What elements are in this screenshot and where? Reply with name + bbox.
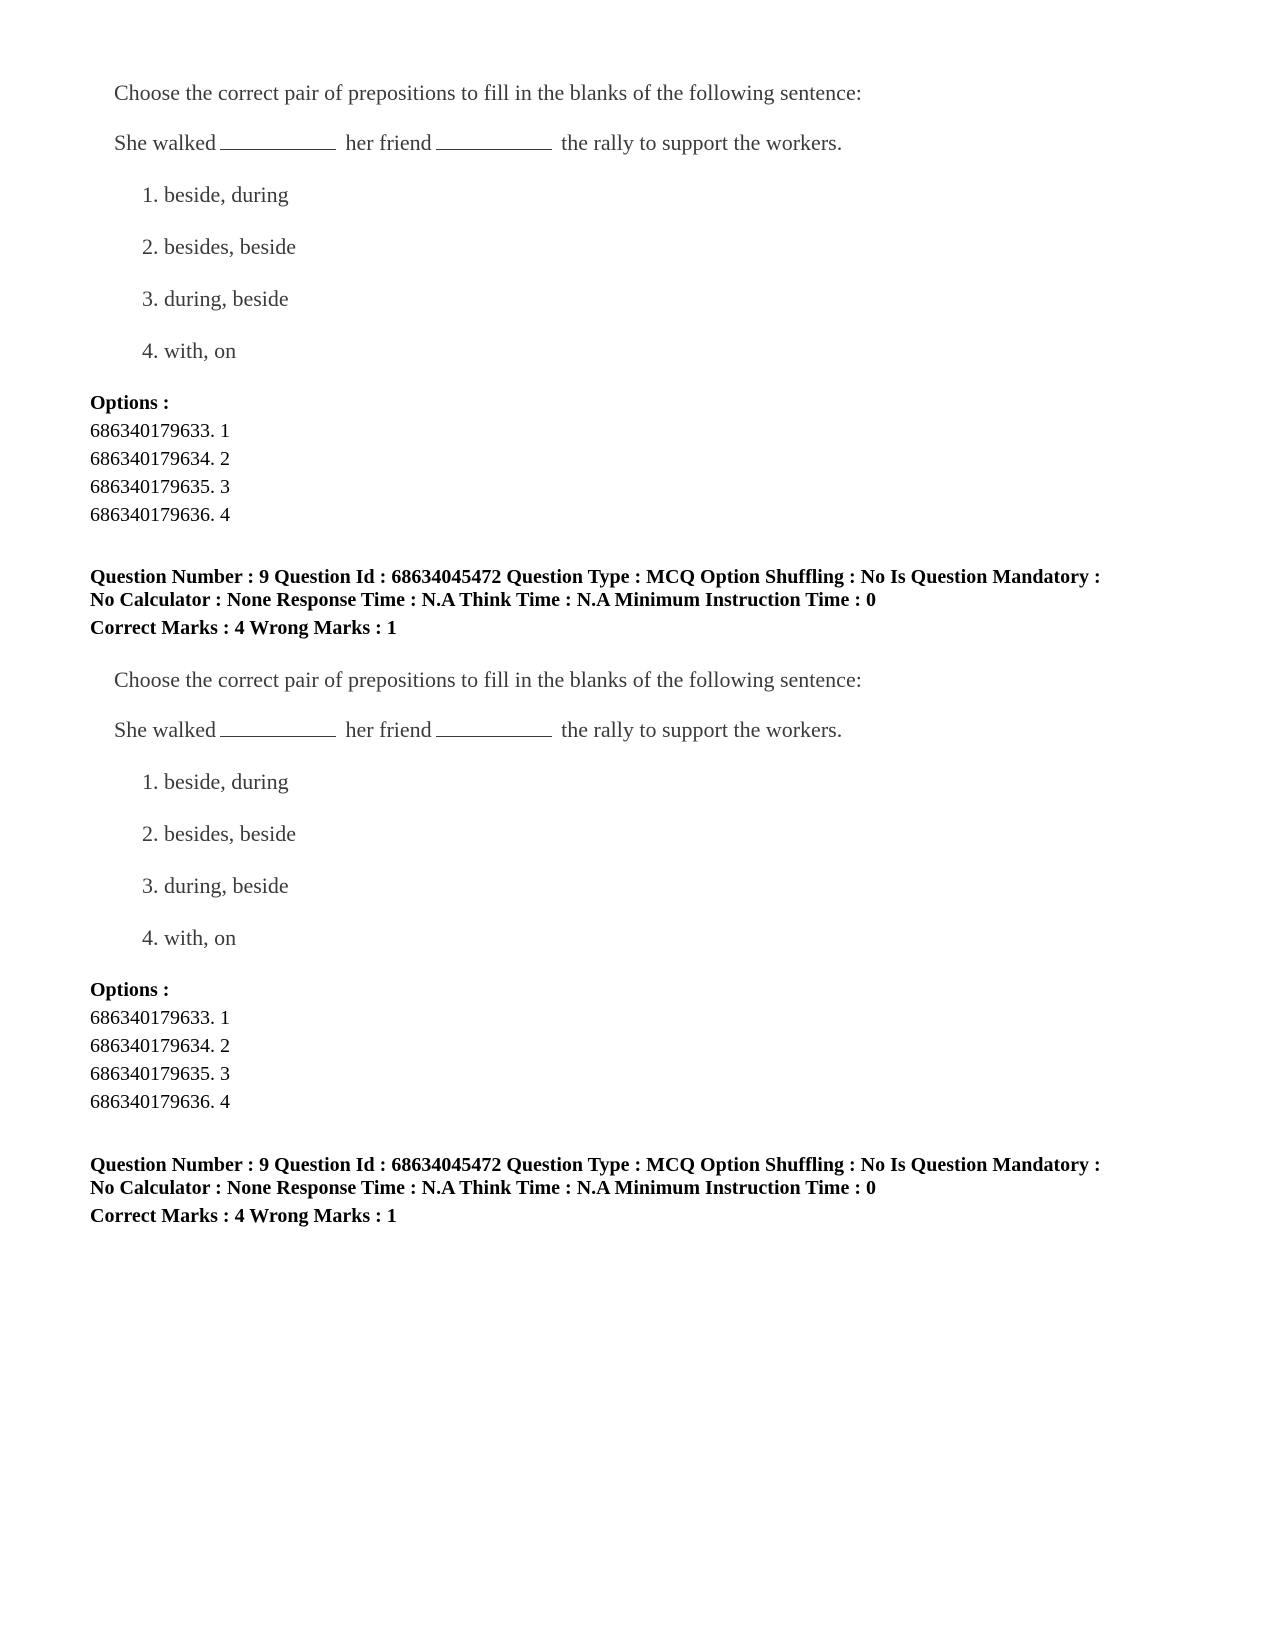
- choice-item: 2. besides, beside: [142, 234, 296, 259]
- option-item: 686340179633. 1: [90, 1007, 230, 1029]
- sentence-part-2: her friend: [345, 717, 432, 742]
- sentence-part-3: the rally to support the workers.: [561, 130, 843, 155]
- option-item: 686340179635. 3: [90, 1063, 230, 1085]
- options-label: Options :: [90, 979, 170, 1001]
- blank-1: [220, 131, 336, 150]
- option-item: 686340179636. 4: [90, 504, 230, 526]
- question-sentence: [114, 717, 842, 743]
- meta-line-1: Question Number : 9 Question Id : 68634045472 Question Type : MCQ Option Shuffling : No Is Question Mandatory :: [90, 1154, 1101, 1176]
- question-prompt: Choose the correct pair of prepositions to fill in the blanks of the following sentence:: [114, 80, 862, 105]
- option-item: 686340179636. 4: [90, 1091, 230, 1113]
- option-item: 686340179635. 3: [90, 476, 230, 498]
- options-label: Options :: [90, 392, 170, 414]
- choice-item: 4. with, on: [142, 925, 237, 950]
- choice-item: 2. besides, beside: [142, 821, 296, 846]
- choice-item: 1. beside, during: [142, 182, 289, 207]
- question-meta-1: [90, 566, 1210, 640]
- blank-2: [436, 718, 552, 737]
- option-item: 686340179633. 1: [90, 420, 230, 442]
- question-sentence: [114, 130, 842, 156]
- blank-1: [220, 718, 336, 737]
- question-prompt: Choose the correct pair of prepositions to fill in the blanks of the following sentence:: [114, 667, 862, 692]
- choice-item: 1. beside, during: [142, 769, 289, 794]
- question-meta-2: [90, 1154, 1210, 1228]
- choice-item: 3. during, beside: [142, 873, 289, 898]
- meta-line-2: No Calculator : None Response Time : N.A Think Time : N.A Minimum Instruction Time : 0: [90, 1177, 876, 1199]
- meta-line-1: Question Number : 9 Question Id : 68634045472 Question Type : MCQ Option Shuffling : No Is Question Mandatory :: [90, 566, 1101, 588]
- meta-line-2: No Calculator : None Response Time : N.A Think Time : N.A Minimum Instruction Time : 0: [90, 589, 876, 611]
- option-item: 686340179634. 2: [90, 448, 230, 470]
- sentence-part-3: the rally to support the workers.: [561, 717, 843, 742]
- marks-line: Correct Marks : 4 Wrong Marks : 1: [90, 617, 397, 639]
- options-list-1: [90, 389, 230, 529]
- marks-line: Correct Marks : 4 Wrong Marks : 1: [90, 1205, 397, 1227]
- options-list-2: [90, 976, 230, 1116]
- sentence-part-1: She walked: [114, 717, 217, 742]
- choice-item: 4. with, on: [142, 338, 237, 363]
- blank-2: [436, 131, 552, 150]
- sentence-part-1: She walked: [114, 130, 217, 155]
- sentence-part-2: her friend: [345, 130, 432, 155]
- choice-item: 3. during, beside: [142, 286, 289, 311]
- option-item: 686340179634. 2: [90, 1035, 230, 1057]
